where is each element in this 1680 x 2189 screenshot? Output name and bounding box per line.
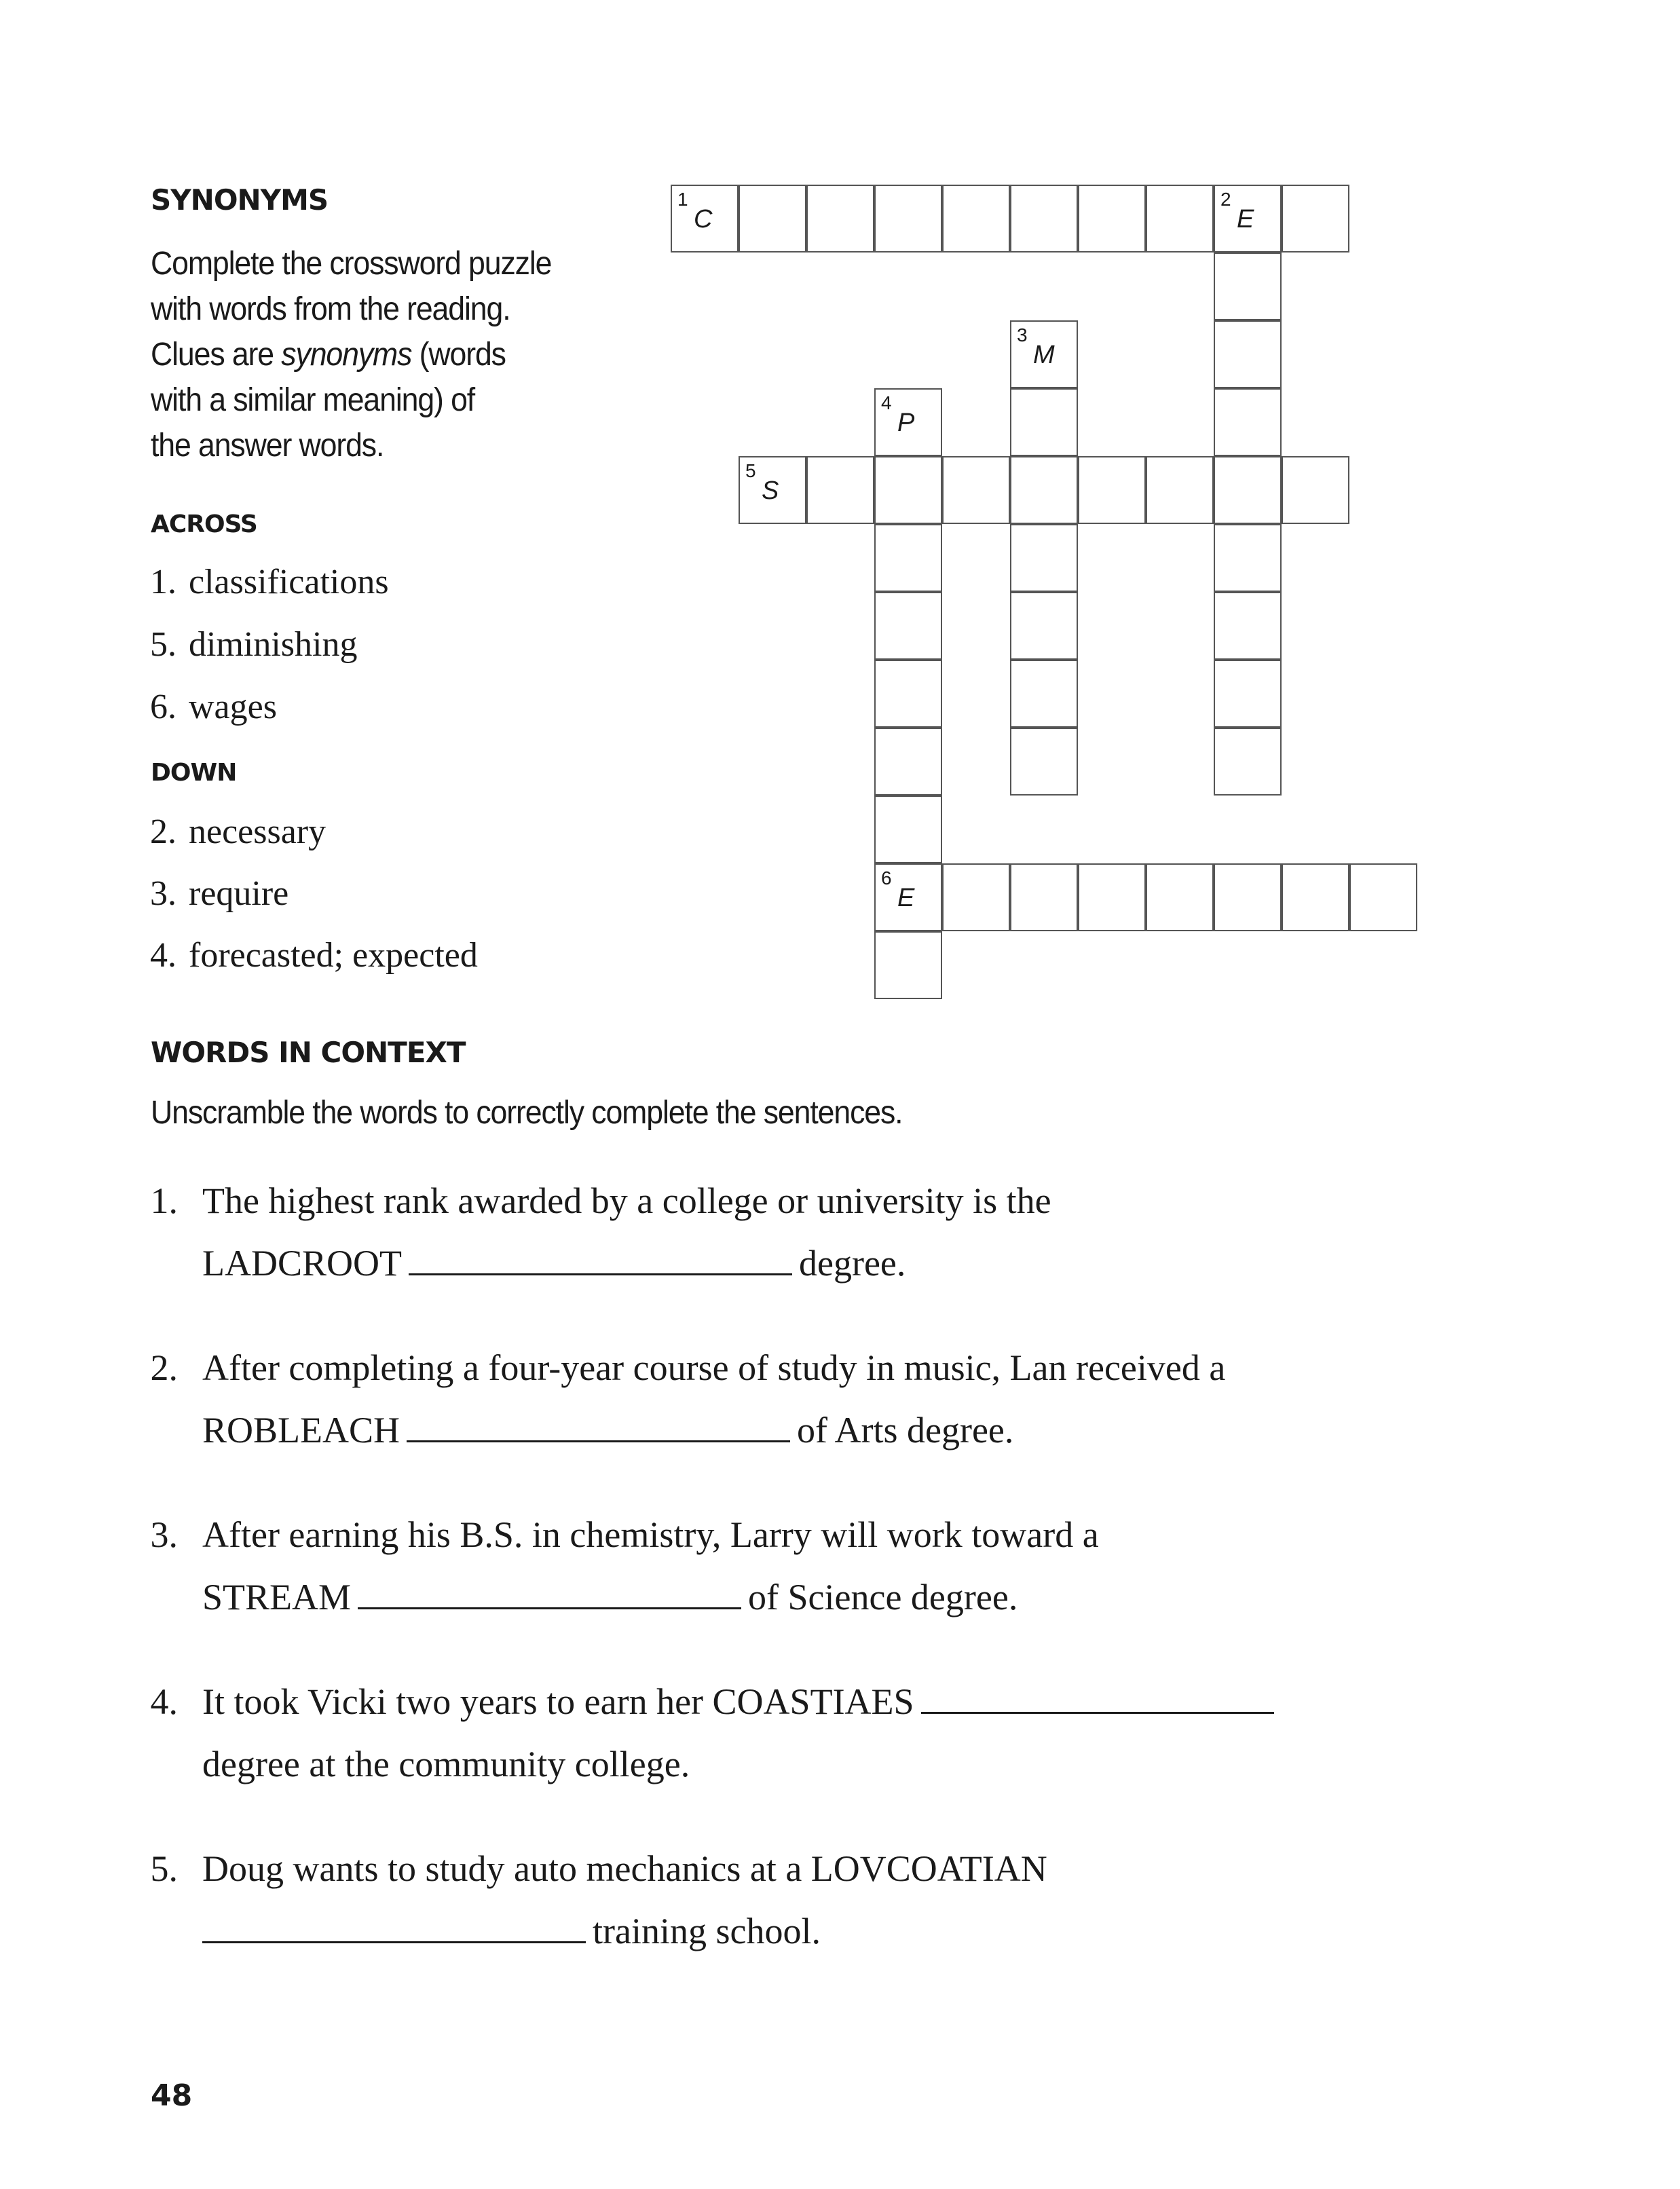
crossword-cell[interactable] bbox=[942, 863, 1010, 931]
crossword-cell[interactable] bbox=[1010, 388, 1078, 456]
crossword-cell[interactable] bbox=[942, 456, 1010, 524]
crossword-cell[interactable] bbox=[1349, 863, 1417, 931]
clue-number: 3. bbox=[150, 874, 176, 913]
clue-number: 2. bbox=[150, 812, 176, 851]
crossword-cell[interactable] bbox=[1010, 185, 1078, 252]
intro-line bbox=[151, 332, 586, 377]
crossword-cell[interactable] bbox=[806, 185, 874, 252]
item-line bbox=[202, 1910, 821, 1952]
item-text: It took Vicki two years to earn her COASTIAES bbox=[202, 1681, 914, 1722]
item-line: After earning his B.S. in chemistry, Larry will work toward a bbox=[202, 1514, 1099, 1555]
item-line: After completing a four-year course of study in music, Lan received a bbox=[202, 1347, 1226, 1388]
crossword-cell[interactable] bbox=[1146, 456, 1214, 524]
item-line: Doug wants to study auto mechanics at a LOVCOATIAN bbox=[202, 1848, 1047, 1889]
crossword-cell[interactable] bbox=[874, 931, 942, 999]
given-letter: E bbox=[1237, 205, 1254, 233]
clue-text: require bbox=[189, 874, 289, 913]
page-number: 48 bbox=[151, 2078, 193, 2113]
clue-number-label: 5 bbox=[745, 460, 756, 481]
crossword-cell[interactable] bbox=[1214, 388, 1282, 456]
clue-text: classifications bbox=[189, 563, 389, 601]
crossword-cell[interactable] bbox=[1078, 863, 1146, 931]
answer-blank[interactable] bbox=[202, 1911, 586, 1943]
item-text: of Science degree. bbox=[748, 1577, 1018, 1617]
crossword-cell[interactable] bbox=[739, 456, 806, 524]
crossword-cell[interactable] bbox=[1214, 660, 1282, 728]
down-heading: DOWN bbox=[151, 759, 237, 787]
scrambled-word: STREAM bbox=[202, 1577, 352, 1617]
crossword-cell[interactable] bbox=[1010, 320, 1078, 388]
crossword-cell[interactable] bbox=[1010, 728, 1078, 796]
intro-emphasis: synonyms bbox=[281, 337, 412, 373]
crossword-cell[interactable] bbox=[1214, 252, 1282, 320]
item-line: degree at the community college. bbox=[202, 1744, 690, 1784]
answer-blank[interactable] bbox=[409, 1243, 792, 1275]
clue-number-label: 1 bbox=[677, 189, 688, 210]
answer-blank[interactable] bbox=[407, 1410, 790, 1442]
crossword-cell[interactable] bbox=[1214, 456, 1282, 524]
intro-line: with words from the reading. bbox=[151, 291, 510, 327]
intro-text: Clues are bbox=[151, 337, 282, 373]
clue-number: 6. bbox=[150, 688, 176, 726]
crossword-cell[interactable] bbox=[874, 863, 942, 931]
clue-number-label: 4 bbox=[881, 392, 892, 413]
scrambled-word: ROBLEACH bbox=[202, 1410, 400, 1451]
clue-number-label: 6 bbox=[881, 867, 892, 888]
crossword-cell[interactable] bbox=[671, 185, 739, 252]
crossword-cell[interactable] bbox=[1282, 456, 1349, 524]
crossword-cell[interactable] bbox=[874, 660, 942, 728]
clue-number-label: 2 bbox=[1220, 189, 1231, 210]
given-letter: C bbox=[694, 205, 713, 233]
crossword-cell[interactable] bbox=[874, 524, 942, 592]
item-line bbox=[202, 1242, 906, 1284]
crossword-cell[interactable] bbox=[942, 185, 1010, 252]
crossword-cell[interactable] bbox=[1214, 185, 1282, 252]
given-letter: P bbox=[897, 409, 915, 437]
crossword-cell[interactable] bbox=[1078, 185, 1146, 252]
answer-blank[interactable] bbox=[921, 1682, 1274, 1714]
given-letter: E bbox=[897, 884, 915, 912]
clue-text: wages bbox=[189, 688, 277, 726]
crossword-cell[interactable] bbox=[874, 728, 942, 796]
crossword-cell[interactable] bbox=[1010, 592, 1078, 660]
intro-line: the answer words. bbox=[151, 428, 384, 464]
crossword-cell[interactable] bbox=[874, 796, 942, 863]
item-number: 3. bbox=[150, 1514, 178, 1555]
item-line bbox=[202, 1576, 1018, 1618]
given-letter: S bbox=[762, 476, 779, 505]
intro-line: with a similar meaning) of bbox=[151, 382, 475, 418]
intro-text: (words bbox=[411, 337, 506, 373]
given-letter: M bbox=[1033, 341, 1055, 369]
clue-number: 1. bbox=[150, 563, 176, 601]
crossword-cell[interactable] bbox=[1214, 728, 1282, 796]
scrambled-word: LADCROOT bbox=[202, 1243, 402, 1284]
intro-line: Complete the crossword puzzle bbox=[151, 246, 552, 282]
synonyms-heading: SYNONYMS bbox=[151, 183, 329, 217]
crossword-cell[interactable] bbox=[874, 185, 942, 252]
item-text: training school. bbox=[593, 1911, 821, 1951]
crossword-cell[interactable] bbox=[1282, 863, 1349, 931]
crossword-cell[interactable] bbox=[1010, 456, 1078, 524]
crossword-cell[interactable] bbox=[1214, 524, 1282, 592]
crossword-cell[interactable] bbox=[1146, 863, 1214, 931]
crossword-cell[interactable] bbox=[1010, 524, 1078, 592]
clue-text: forecasted; expected bbox=[189, 936, 478, 975]
clue-number-label: 3 bbox=[1017, 324, 1028, 345]
synonyms-instructions bbox=[151, 241, 586, 468]
crossword-cell[interactable] bbox=[1214, 320, 1282, 388]
item-line bbox=[202, 1681, 1281, 1723]
across-heading: ACROSS bbox=[151, 510, 257, 538]
crossword-cell[interactable] bbox=[874, 592, 942, 660]
crossword-cell[interactable] bbox=[874, 388, 942, 456]
context-instructions: Unscramble the words to correctly complete the sentences. bbox=[151, 1095, 903, 1131]
item-number: 5. bbox=[150, 1848, 178, 1889]
crossword-cell[interactable] bbox=[1146, 185, 1214, 252]
item-line bbox=[202, 1409, 1013, 1451]
answer-blank[interactable] bbox=[358, 1577, 741, 1609]
item-number: 4. bbox=[150, 1681, 178, 1722]
crossword-cell[interactable] bbox=[874, 456, 942, 524]
crossword-cell[interactable] bbox=[1214, 863, 1282, 931]
words-in-context-heading: WORDS IN CONTEXT bbox=[151, 1036, 466, 1069]
clue-number: 5. bbox=[150, 625, 176, 664]
clue-text: necessary bbox=[189, 812, 326, 851]
item-text: degree. bbox=[799, 1243, 906, 1284]
crossword-cell[interactable] bbox=[1214, 592, 1282, 660]
crossword-cell[interactable] bbox=[1282, 185, 1349, 252]
crossword-cell[interactable] bbox=[739, 185, 806, 252]
clue-text: diminishing bbox=[189, 625, 358, 664]
item-text: of Arts degree. bbox=[797, 1410, 1014, 1451]
crossword-cell[interactable] bbox=[1078, 456, 1146, 524]
item-number: 2. bbox=[150, 1347, 178, 1388]
crossword-cell[interactable] bbox=[806, 456, 874, 524]
crossword-cell[interactable] bbox=[1010, 660, 1078, 728]
item-number: 1. bbox=[150, 1180, 178, 1221]
item-line: The highest rank awarded by a college or university is the bbox=[202, 1180, 1051, 1221]
clue-number: 4. bbox=[150, 936, 176, 975]
crossword-cell[interactable] bbox=[1010, 863, 1078, 931]
